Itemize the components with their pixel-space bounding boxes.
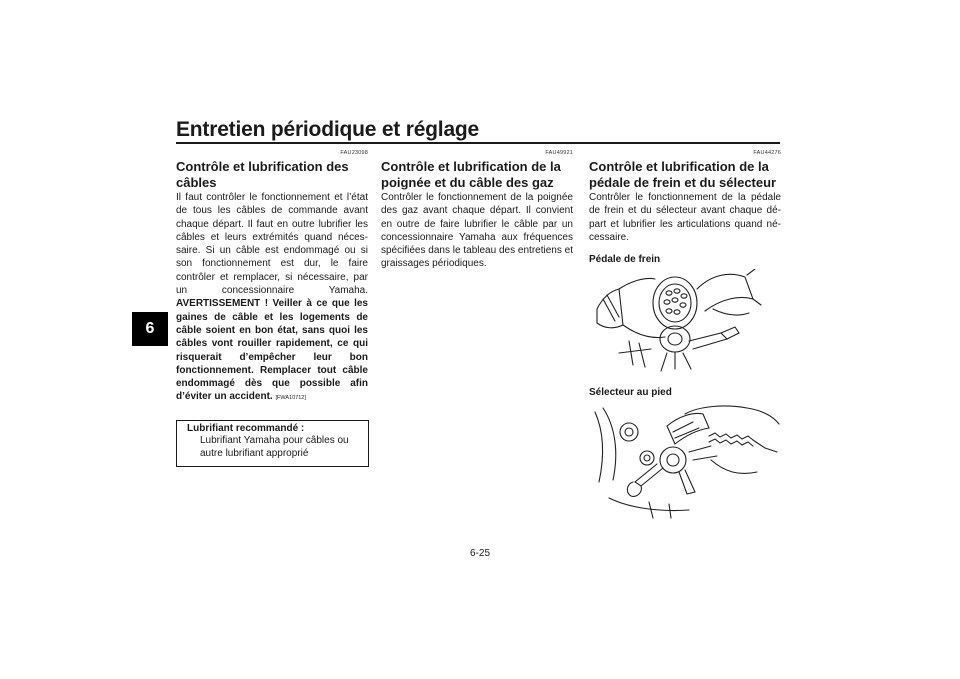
warning-text: AVERTISSEMENT ! Veiller à ce que les gaines de câble et les logements de câble soient en bon état, sans quoi les câbles vont rouiller rapidement, ce qui risquerait d’empêcher leur bon fonctionnement. Remplacer tout câble endommagé dès que possible afin d’éviter un accident.: [176, 298, 368, 403]
page-number: 6-25: [469, 548, 490, 559]
chapter-tab: 6: [132, 312, 168, 346]
warning-ref: [FWA10712]: [275, 395, 306, 402]
shift-pedal-label: Sélecteur au pied: [589, 387, 672, 399]
lubricant-box: [176, 420, 369, 468]
section-body: [176, 191, 368, 406]
section-body: Contrôler le fonctionnement de la poignée des gaz avant chaque départ. Il convient en outre de faire lubrifier le câble par un concessionnaire Yamaha aux fréquences spécifiées dans le tableau des entretiens et graissages périodiques.: [381, 192, 573, 270]
shift-pedal-illustration: [589, 402, 781, 520]
brake-pedal-illustration: [589, 269, 781, 377]
section-cables: [176, 150, 368, 467]
section-text: Il faut contrôler le fonctionnement et l’état de tous les câbles de commande avant chaque départ. Il faut en outre lubrifier les câbles et leurs extrémités quand nécessaire. Si un câble est endommagé ou si son fonctionnement est dur, le faire contrôler et remplacer, si nécessaire, par un concessionnaire Yamaha.: [176, 192, 368, 297]
brake-pedal-label: Pédale de frein: [589, 254, 661, 266]
section-code: FAU49921: [545, 150, 573, 156]
section-throttle: [381, 150, 573, 271]
lubricant-title: Lubrifiant recommandé :: [187, 422, 305, 434]
section-heading: Contrôle et lubrification des câbles: [176, 159, 349, 190]
section-code: FAU44276: [753, 150, 781, 156]
section-heading: Contrôle et lubrification de la pédale de frein et du sélecteur: [589, 159, 777, 190]
section-code: FAU23098: [340, 150, 368, 156]
title-rule: [176, 142, 780, 144]
section-heading: Contrôle et lubrification de la poignée et du câble des gaz: [381, 159, 561, 190]
section-body: Contrôler le fonctionnement de la pédale de frein et du sélecteur avant chaque départ et lubrifier les articulations quand nécessaire.: [589, 192, 781, 243]
lubricant-value: Lubrifiant Yamaha pour câbles ou autre lubrifiant approprié: [200, 435, 349, 459]
section-pedals: [589, 150, 781, 520]
page-title: Entretien périodique et réglage: [176, 118, 480, 141]
